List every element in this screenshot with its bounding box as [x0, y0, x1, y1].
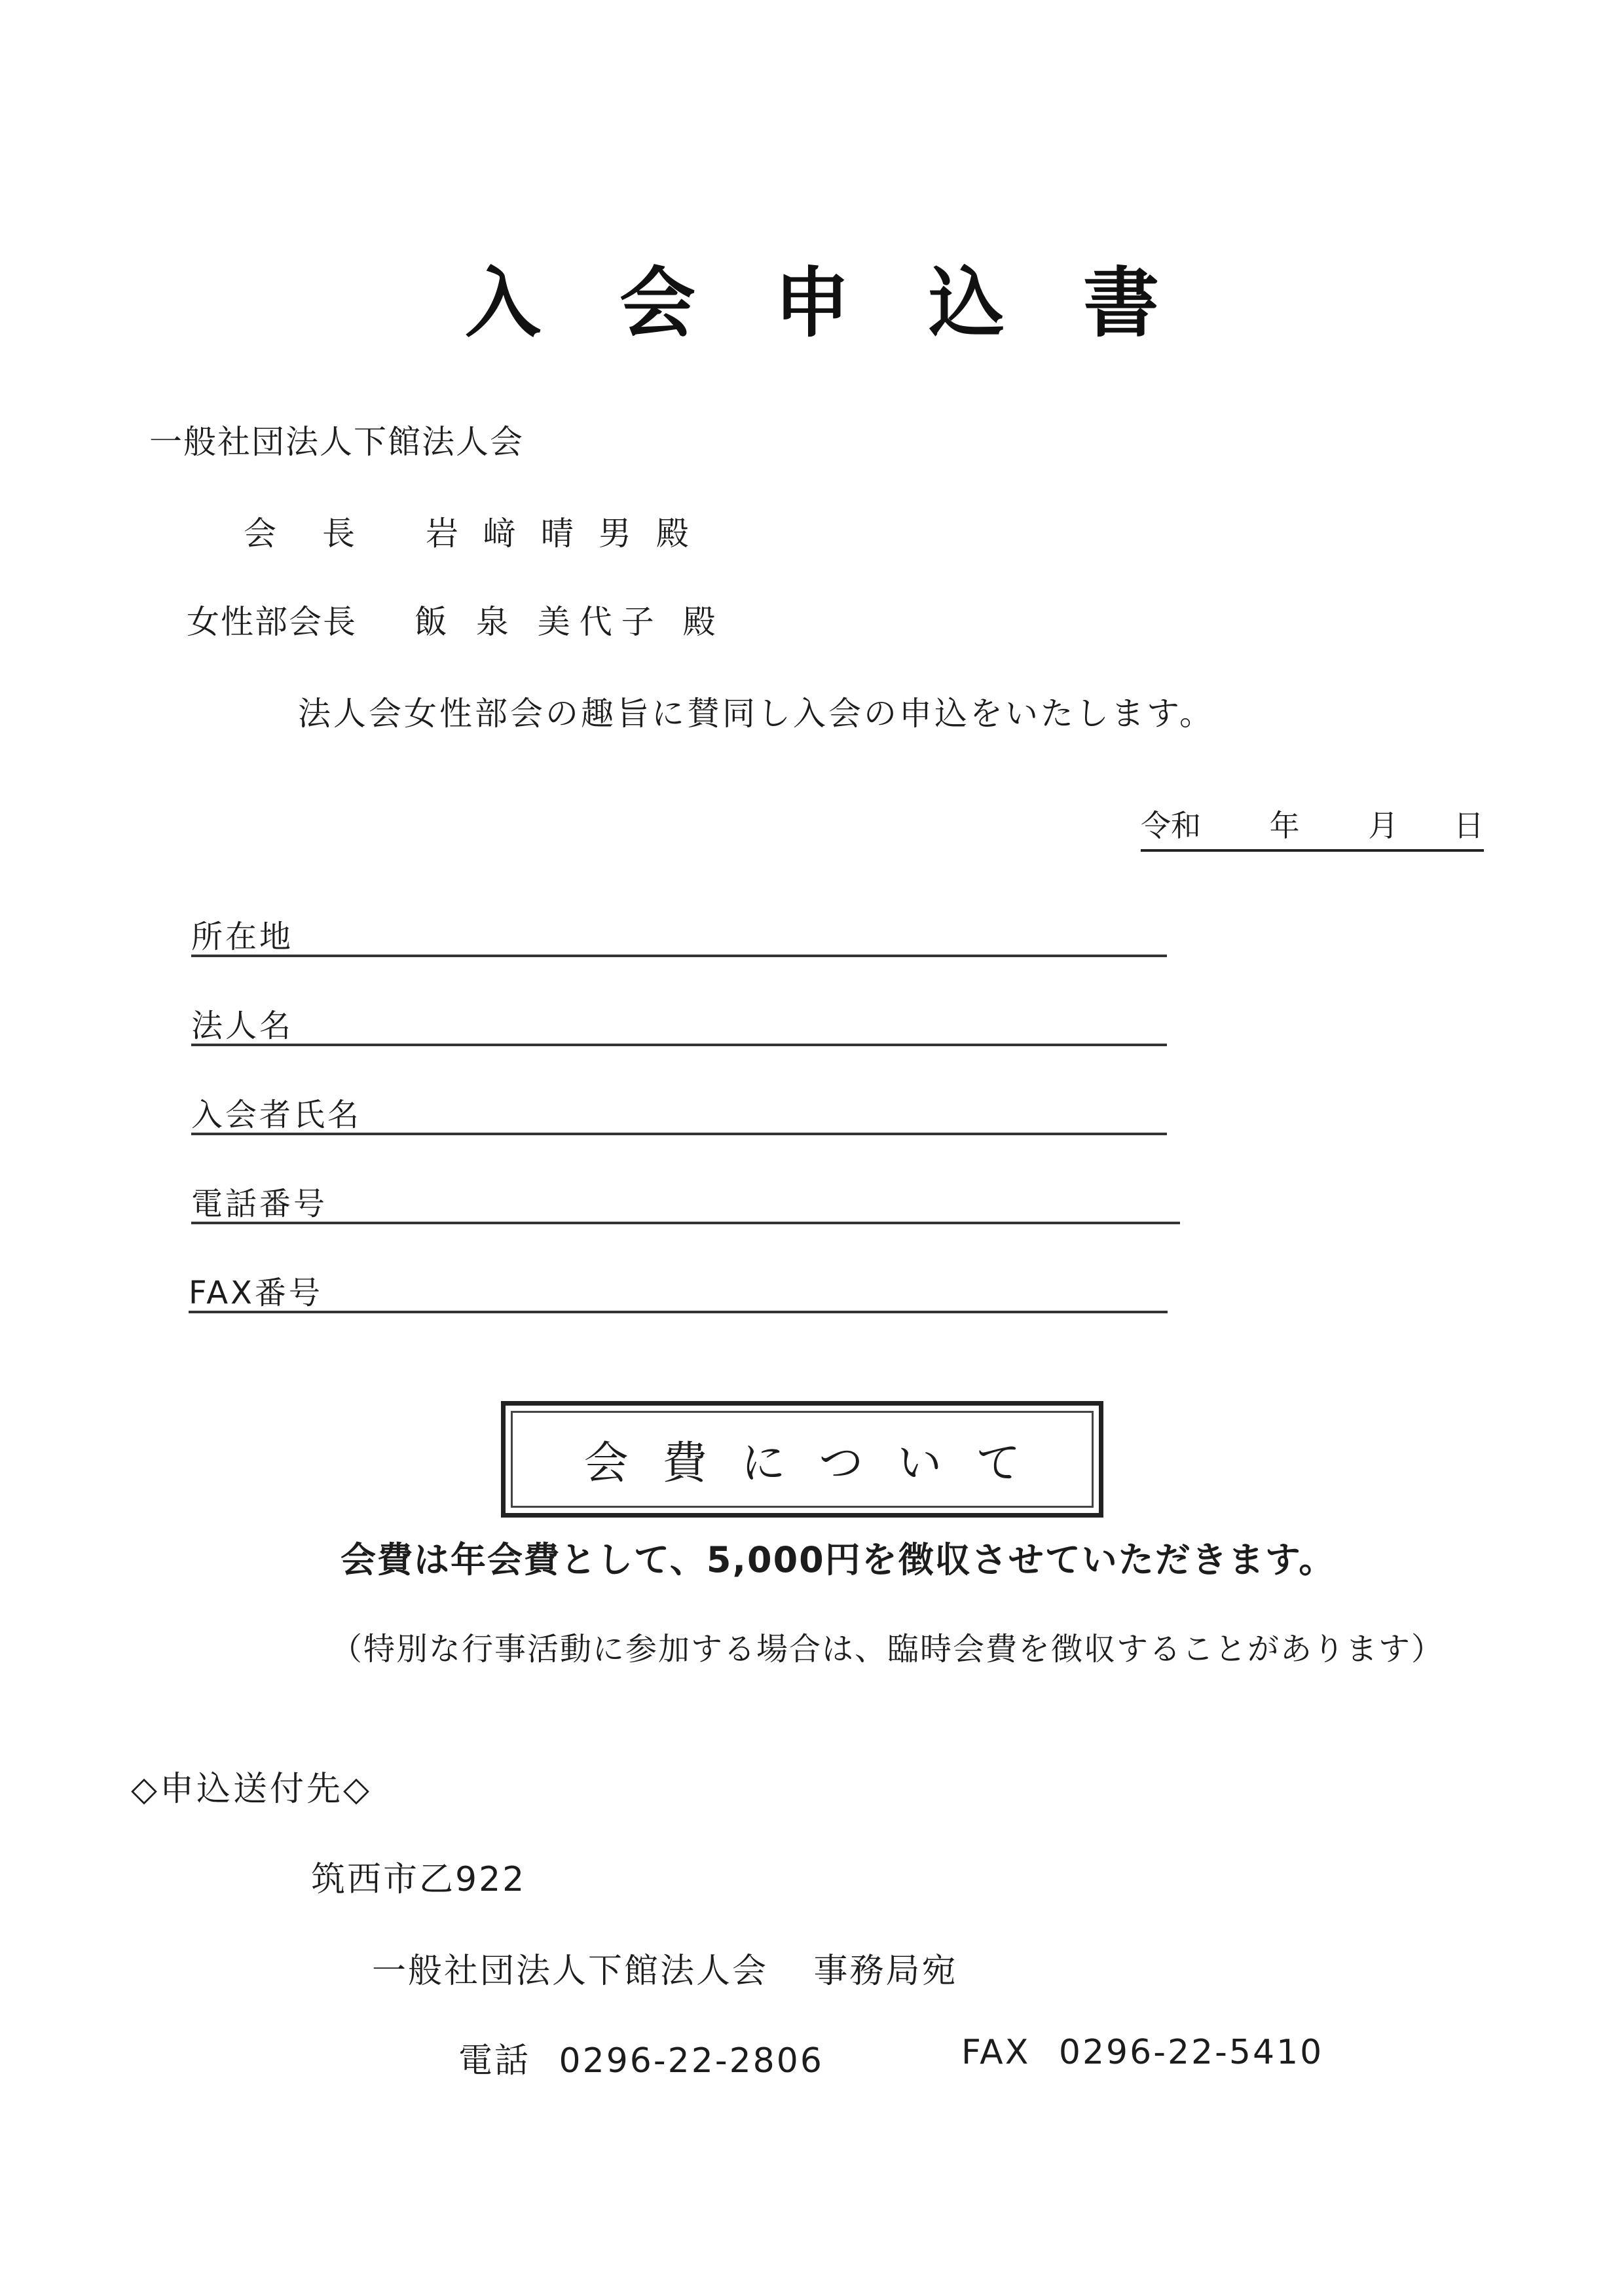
women-chair-role: 女性部会長: [187, 603, 357, 641]
fax-number-label: FAX番号: [189, 1275, 323, 1311]
fee-note: （特別な行事活動に参加する場合は、臨時会費を徴収することがあります）: [331, 1631, 1445, 1667]
applicant-name-label: 入会者氏名: [191, 1097, 362, 1133]
location-label: 所在地: [191, 919, 294, 955]
date-day: 日: [1453, 808, 1484, 843]
destination-contact: [458, 2033, 1324, 2082]
women-chair-name: 飯 泉 美代子 殿: [414, 603, 725, 641]
president-role: 会長: [244, 515, 401, 553]
phone-number-label: 電話番号: [191, 1186, 328, 1222]
addressee-president: [244, 507, 714, 555]
destination-office: [372, 1943, 958, 1992]
fee-statement: 会費は年会費として、5,000円を徴収させていただきます。: [341, 1539, 1336, 1580]
phone-number: 0296-22-2806: [559, 2041, 824, 2081]
fax-number-field[interactable]: [189, 1267, 1168, 1313]
phone-label: 電話: [458, 2041, 531, 2081]
president-name: 岩﨑晴男殿: [425, 515, 714, 553]
date-year: 年: [1269, 808, 1300, 843]
fax-contact: [961, 2033, 1323, 2072]
corporation-name-field[interactable]: [191, 1000, 1167, 1046]
date-month: 月: [1368, 808, 1399, 843]
addressee-women-chair: [187, 596, 725, 643]
office-name: 一般社団法人下館法人会: [372, 1952, 769, 1991]
destination-heading: ◇申込送付先◇: [131, 1770, 372, 1809]
fax-label: FAX: [961, 2033, 1031, 2072]
page-title: 入会申込書: [465, 259, 1238, 348]
applicant-name-field[interactable]: [191, 1089, 1167, 1135]
corporation-name-label: 法人名: [191, 1008, 294, 1044]
addressee-organization: 一般社団法人下館法人会: [149, 423, 524, 461]
date-line[interactable]: [1141, 802, 1484, 852]
office-dept: 事務局宛: [813, 1952, 958, 1991]
phone-number-field[interactable]: [191, 1178, 1180, 1224]
date-era: 令和: [1141, 808, 1201, 843]
fee-heading-box: [501, 1401, 1103, 1518]
intro-statement: 法人会女性部会の趣旨に賛同し入会の申込をいたします。: [298, 695, 1215, 733]
destination-address: 筑西市乙922: [311, 1860, 526, 1899]
fee-heading: 会費について: [511, 1411, 1094, 1508]
location-field[interactable]: [191, 911, 1167, 957]
fax-number: 0296-22-5410: [1058, 2033, 1324, 2072]
